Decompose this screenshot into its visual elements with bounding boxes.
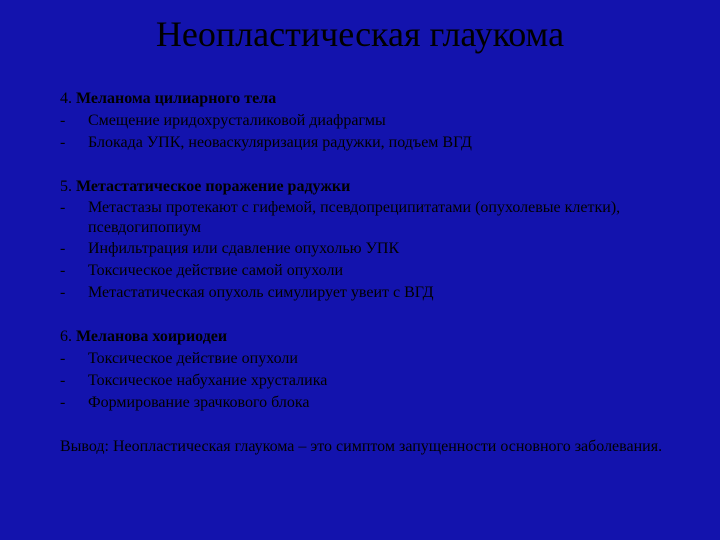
list-item-text: Блокада УПК, неоваскуляризация радужки, подъем ВГД <box>88 134 472 151</box>
list-item <box>60 370 700 392</box>
list-item-text: Токсическое набухание хрусталика <box>88 372 328 389</box>
list-item <box>60 392 700 414</box>
list-item-text: Инфильтрация или сдавление опухолью УПК <box>88 240 400 257</box>
slide-body <box>60 88 700 458</box>
section-number: 4. <box>60 90 72 107</box>
section-6 <box>60 326 700 414</box>
bullet-dash: - <box>60 112 66 129</box>
section-4 <box>60 88 700 154</box>
section-heading <box>60 88 700 110</box>
list-item-text: Метастатическая опухоль симулирует увеит с ВГД <box>88 284 434 301</box>
slide-title: Неопластическая глаукома <box>155 14 565 54</box>
list-item <box>60 198 700 238</box>
list-item-text: Токсическое действие самой опухоли <box>88 262 344 279</box>
list-item-text: Формирование зрачкового блока <box>88 394 310 411</box>
list-item <box>60 282 700 304</box>
list-item-text: Смещение иридохрусталиковой диафрагмы <box>88 112 386 129</box>
section-5 <box>60 176 700 304</box>
bullet-dash: - <box>60 240 66 257</box>
list-item <box>60 132 700 154</box>
list-item-text: Метастазы протекают с гифемой, псевдопреципитатами (опухолевые клетки), псевдогипопиум <box>88 199 621 236</box>
list-item <box>60 260 700 282</box>
list-item <box>60 348 700 370</box>
bullet-dash: - <box>60 134 66 151</box>
section-heading <box>60 176 700 198</box>
section-number: 5. <box>60 178 72 195</box>
list-item-text: Токсическое действие опухоли <box>88 350 298 367</box>
conclusion-text: Вывод: Неопластическая глаукома – это симптом запущенности основного заболевания. <box>60 438 663 455</box>
bullet-dash: - <box>60 262 66 279</box>
list-item <box>60 110 700 132</box>
bullet-dash: - <box>60 394 66 411</box>
section-title: Меланова хоириодеи <box>76 328 228 345</box>
bullet-dash: - <box>60 372 66 389</box>
section-title: Меланома цилиарного тела <box>76 90 277 107</box>
bullet-dash: - <box>60 199 66 216</box>
section-title: Метастатическое поражение радужки <box>76 178 351 195</box>
section-number: 6. <box>60 328 72 345</box>
section-heading <box>60 326 700 348</box>
list-item <box>60 238 700 260</box>
bullet-dash: - <box>60 284 66 301</box>
bullet-dash: - <box>60 350 66 367</box>
